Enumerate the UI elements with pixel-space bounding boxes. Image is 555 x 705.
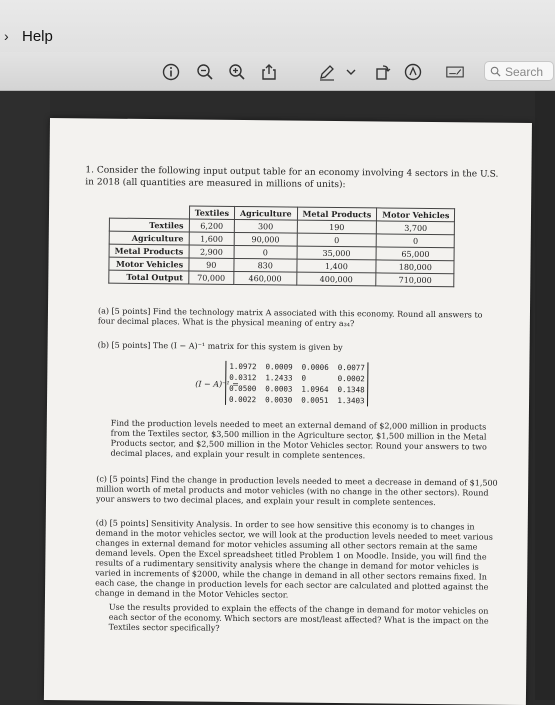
table-corner [109,205,189,219]
chevron-down-icon[interactable] [342,63,354,81]
matrix-row: 0.0312 1.2433 0 0.0002 [229,372,365,384]
chevron-icon: › [4,28,9,44]
matrix-row: 0.0500 0.0003 1.0964 0.1348 [229,383,365,395]
inverse-matrix [225,361,369,406]
table-cell: 180,000 [376,260,454,274]
matrix-row: 1.0972 0.0009 0.0006 0.0077 [229,361,365,373]
table-cell: 2,900 [189,245,234,258]
table-cell: 65,000 [376,247,454,261]
table-cell: 35,000 [297,246,377,260]
row-label: Textiles [109,218,189,232]
search-icon [490,66,501,77]
markup-circle-icon[interactable] [404,63,422,81]
row-label: Motor Vehicles [109,257,189,271]
left-margin [0,91,50,700]
share-icon[interactable] [260,63,278,81]
matrix-row: 0.0022 0.0030 0.0051 1.3403 [229,394,365,406]
table-cell: 300 [234,219,297,233]
question-intro: 1. Consider the following input output table for an economy involving 4 sectors in the U.S. in 2018 (all quantities are measured in millions of units): [85,165,499,191]
table-cell: 710,000 [376,273,454,287]
rotate-icon[interactable] [374,63,392,81]
table-cell: 0 [297,233,377,247]
zoom-out-icon[interactable] [196,63,214,81]
search-field[interactable] [484,61,554,81]
table-cell: 1,400 [296,259,376,273]
table-cell: 90,000 [234,232,297,246]
table-row [109,270,455,287]
form-fill-icon[interactable] [446,63,468,81]
table-cell: 460,000 [234,271,297,285]
column-header: Motor Vehicles [377,208,455,222]
part-b-intro: (b) [5 points] The (I − A)⁻¹ matrix for this system is given by [97,340,343,353]
row-label: Total Output [109,270,189,284]
toolbar [0,52,555,91]
column-header: Agriculture [234,206,297,220]
table-cell: 6,200 [189,219,234,232]
table-cell: 0 [234,245,297,259]
column-header: Metal Products [297,207,377,221]
part-c-text: (c) [5 points] Find the change in production levels needed to meet a decrease in demand of $1,500 million worth of metal products and motor vehicles (with no change in the other sectors). Round your answers to two decimal places, and explain your result in complete sentences. [95,474,498,508]
table-cell: 190 [297,220,377,234]
table-cell: 70,000 [188,271,233,284]
part-d-followup: Use the results provided to explain the effects of the change in demand for motor vehicles on each sector of the economy. Which sectors are most/least affected? What is the impact on the Textiles sector specifically? [108,602,489,633]
zoom-in-icon[interactable] [228,63,246,81]
info-icon[interactable] [162,63,180,81]
table-cell: 90 [189,258,234,271]
part-a-text: (a) [5 points] Find the technology matrix A associated with this economy. Round all answers to four decimal places. What is the physical meaning of entry a₃₄? [97,306,483,329]
part-d-text: (d) [5 points] Sensitivity Analysis. In order to see how sensitive this economy is to changes in demand in the motor vehicles sector, we will look at the production levels needed to meet various changes in external demand for motor vehicles assuming all other sectors remain at the same demand levels. Open the Excel spreadsheet titled Problem 1 on Moodle. Inside, you will find the results of a rudimentary sensitivity analysis where the change in demand for motor vehicles is varied in increments of $2000, while the change in demand in all other sectors remains fixed. In each case, the change in production levels for each sector are calculated and plotted against the change in demand in the Motor Vehicles sector. [94,518,493,600]
help-menu[interactable]: Help [22,28,53,45]
row-label: Agriculture [109,231,189,245]
document-page [44,118,532,705]
matrix-label: (I − A)⁻¹ = [195,379,239,389]
part-b-text: Find the production levels needed to meet an external demand of $2,000 million in products from the Textiles sector, $3,500 million in the Agriculture sector, $1,500 million in the Metal Products sector, and $2,500 million in the Motor Vehicles sector. Round your answers to two decimal places, and explain your result in complete sentences. [110,418,487,461]
markup-pen-icon[interactable] [318,63,336,81]
row-label: Metal Products [109,244,189,258]
input-output-table [108,205,455,288]
table-cell: 830 [234,258,297,272]
search-placeholder: Search [505,65,544,79]
table-cell: 1,600 [189,232,234,245]
table-cell: 3,700 [377,221,455,235]
table-cell: 0 [376,234,454,248]
column-header: Textiles [189,206,234,219]
right-margin [535,91,555,700]
table-cell: 400,000 [296,272,376,286]
